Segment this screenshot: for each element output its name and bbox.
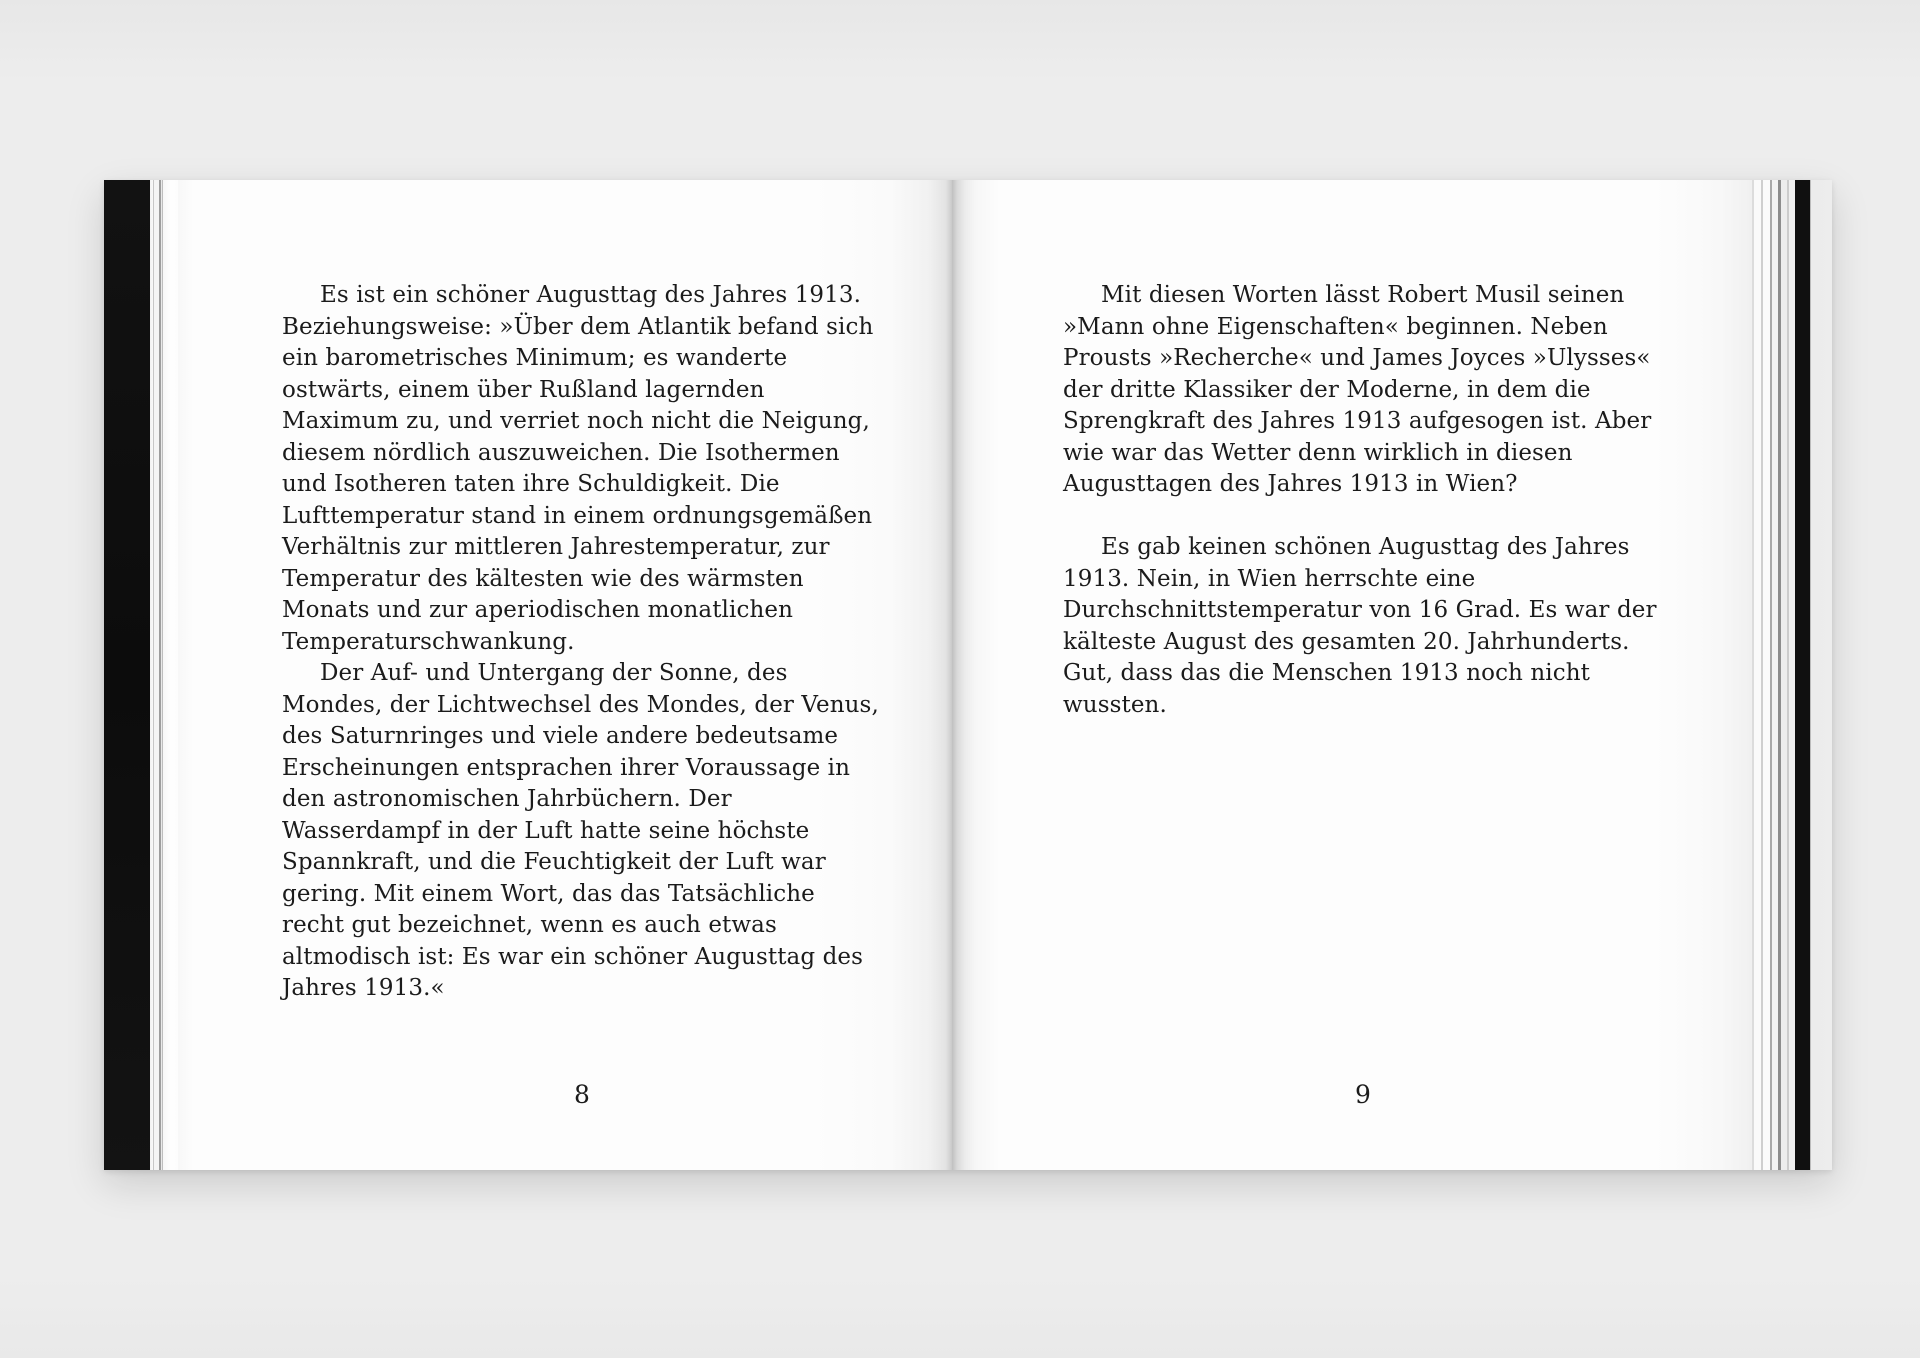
- page-8-text-block: [282, 280, 882, 1005]
- book-spread: [104, 180, 1832, 1170]
- page-number-right: 9: [1355, 1080, 1371, 1109]
- page-8-paragraph-1: Es ist ein schöner Augusttag des Jahres 1913. Beziehungsweise: »Über dem Atlantik befand sich ein barometrisches Minimum; es wanderte ostwärts, einem über Rußland lagernden Maximum zu, und verriet noch nicht die Neigung, diesem nördlich auszuweichen. Die Isothermen und Isotheren taten ihre Schuldigkeit. Die Lufttemperatur stand in einem ordnungsgemäßen Verhältnis zur mittleren Jahrestemperatur, zur Temperatur des kältesten wie des wärmsten Monats und zur aperiodischen monatlichen Temperaturschwankung.: [282, 282, 874, 655]
- page-8: [178, 180, 952, 1170]
- page-9: [952, 180, 1752, 1170]
- page-9-paragraph-2: Es gab keinen schönen Augusttag des Jahres 1913. Nein, in Wien herrschte eine Durchschnittstemperatur von 16 Grad. Es war der kälteste August des gesamten 20. Jahrhunderts. Gut, dass das die Menschen 1913 noch nicht wussten.: [1063, 534, 1657, 718]
- page-9-paragraph-1: Mit diesen Worten lässt Robert Musil seinen »Mann ohne Eigenschaften« beginnen. Neben Prousts »Recherche« und James Joyces »Ulysses« der dritte Klassiker der Moderne, in dem die Sprengkraft des Jahres 1913 aufgesogen ist. Aber wie war das Wetter denn wirklich in diesen Augusttagen des Jahres 1913 in Wien?: [1063, 282, 1652, 497]
- page-8-paragraph-2: Der Auf- und Untergang der Sonne, des Mondes, der Lichtwechsel des Mondes, der Venus, des Saturnringes und viele andere bedeutsame Erscheinungen entsprachen ihrer Voraussage in den astronomischen Jahrbüchern. Der Wasserdampf in der Luft hatte seine höchste Spannkraft, und die Feuchtigkeit der Luft war gering. Mit einem Wort, das das Tatsächliche recht gut bezeichnet, wenn es auch etwas altmodisch ist: Es war ein schöner Augusttag des Jahres 1913.«: [282, 660, 879, 1001]
- page-edges-right: [1752, 180, 1832, 1170]
- page-number-left: 8: [574, 1080, 590, 1109]
- page-edges-left: [150, 180, 178, 1170]
- page-9-text-block: [1063, 280, 1663, 721]
- book-cover-left-edge: [104, 180, 150, 1170]
